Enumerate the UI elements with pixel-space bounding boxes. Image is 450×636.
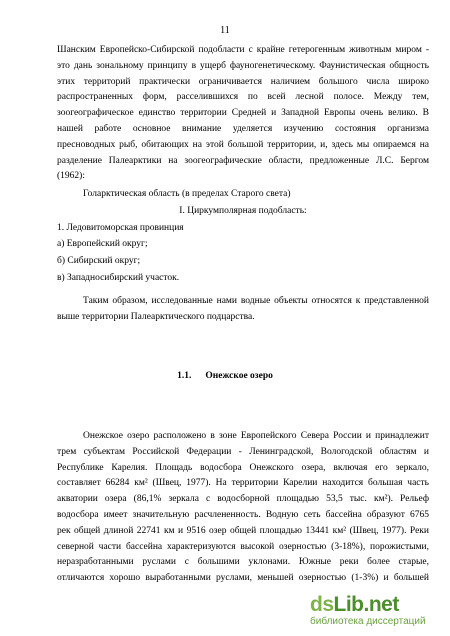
text-line: это дань зональному принципу в ущерб фауногенетическому. Фаунистическая общность bbox=[57, 60, 429, 71]
subregion-title: I. Циркумполярная подобласть: bbox=[179, 205, 307, 216]
text-line: разделение Палеарктики на зоогеографические области, предложенные Л.С. Бергом bbox=[57, 155, 429, 166]
list-item: 1. Ледовитоморская провинция bbox=[57, 222, 184, 233]
list-item: в) Западносибирский участок. bbox=[57, 272, 180, 283]
text-line: Онежское озеро расположено в зоне Европейского Севера России и принадлежит bbox=[83, 431, 429, 441]
watermark-subtitle: библиотека диссертаций bbox=[310, 616, 426, 627]
section-heading bbox=[0, 371, 450, 381]
section-title: Онежское озеро bbox=[205, 371, 273, 381]
text-line: нашей работе основное внимание уделяется изучению состояния организма bbox=[57, 123, 429, 134]
logo-ds: ds bbox=[310, 593, 334, 616]
text-line: (1962): bbox=[57, 171, 85, 182]
text-line: зоогеографическое единство территории Средней и Западной Европы очень велико. В bbox=[57, 108, 429, 119]
text-line: рек общей длиной 22741 км и 9516 озер общей площадью 13441 км² (Швец, 1977). Реки bbox=[57, 525, 429, 536]
text-line: северной части бассейна характеризуются высокой озерностью (3-18%), порожистыми, bbox=[57, 541, 429, 552]
section-number: 1.1. bbox=[177, 371, 192, 381]
body-text bbox=[57, 429, 429, 587]
body-paragraph bbox=[57, 429, 429, 587]
text-line: выше территории Палеарктического подцарства. bbox=[57, 311, 255, 322]
list-item: а) Европейский округ; bbox=[57, 239, 148, 250]
intro-text bbox=[57, 43, 429, 185]
conclusion-text bbox=[57, 294, 429, 326]
text-line: неразработанными руслами с большими уклонами. Южные реки более старые, bbox=[57, 557, 429, 568]
text-line: акватории озера (86,1% зеркала с водосборной площадью 53,5 тыс. км²). Рельеф bbox=[57, 494, 429, 505]
region-title: Голарктическая область (в пределах Старого света) bbox=[83, 189, 291, 199]
text-line: Таким образом, исследованные нами водные объекты относятся к представленной bbox=[83, 296, 429, 306]
logo-lib: Lib.net bbox=[333, 593, 399, 616]
text-line: распространенных форм, расселившихся по всей лесной полосе. Между тем, bbox=[57, 92, 429, 103]
text-line: отличаются хорошо выработанными руслами, меньшей озерностью (1-3%) и большей bbox=[57, 573, 429, 584]
dslib-watermark bbox=[310, 594, 436, 628]
classification-block bbox=[57, 186, 429, 287]
page-number: 11 bbox=[220, 25, 230, 36]
text-line: составляет 66284 км² (Швец, 1977). На территории Карелии находится большая часть bbox=[57, 478, 429, 489]
dslib-logo bbox=[310, 594, 436, 616]
text-line: водосбора имеет значительную расчлененность. Водную сеть бассейна образуют 6765 bbox=[57, 509, 429, 520]
text-line: Шанским Европейско-Сибирской подобласти с крайне гетерогенным животным миром - bbox=[57, 45, 429, 55]
list-item: б) Сибирский округ; bbox=[57, 256, 141, 267]
text-line: Республике Карелия. Площадь водосбора Онежского озера, включая его зеркало, bbox=[57, 462, 429, 473]
text-line: этих территорий практически ограничивается наличием большого числа широко bbox=[57, 76, 429, 87]
text-line: трем субъектам Российской Федерации - Ленинградской, Вологодской областям и bbox=[57, 446, 429, 457]
conclusion-paragraph bbox=[57, 294, 429, 326]
intro-paragraph bbox=[57, 43, 429, 185]
text-line: пресноводных рыб, обитающих на этой большой территории, и, здесь мы опираемся на bbox=[57, 139, 429, 150]
